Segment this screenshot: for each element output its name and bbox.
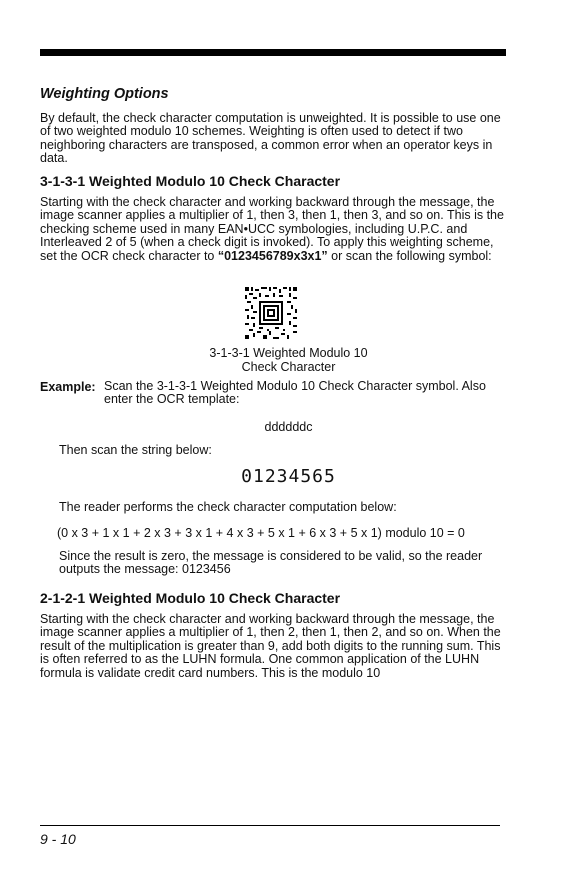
example-text: Scan the 3-1-3-1 Weighted Modulo 10 Check Character symbol. Also enter the OCR template: bbox=[104, 379, 486, 407]
section-2121-paragraph: Starting with the check character and working backward through the message, the image scanner applies a multiplier of 1, then 2, then 1, then 2, and so on. When the result of the multiplication is greater than 9, add both digits to the running sum. This is often referred to as the LUHN formula. One common application of the LUHN formula is validate credit card numbers. This is the modulo 10 bbox=[40, 612, 501, 680]
check-computation-equation: (0 x 3 + 1 x 1 + 2 x 3 + 3 x 1 + 4 x 3 + 5 x 1 + 6 x 3 + 5 x 1) modulo 10 = 0 bbox=[57, 526, 465, 540]
section-3131-heading: 3-1-3-1 Weighted Modulo 10 Check Character bbox=[40, 173, 341, 189]
example-label: Example: bbox=[40, 380, 96, 394]
page-number: 9 - 10 bbox=[40, 831, 76, 847]
aztec-barcode-symbol bbox=[245, 287, 297, 339]
section-3131-text-before: Starting with the check character and working backward through the message, the image scanner applies a multiplier of 1, then 3, then 1, then 3, and so on. This is the checking scheme used in many EAN•UCC symbologies, including U.P.C. and Interleaved 2 of 5 (when a check digit is invoked). To apply this weighting scheme, set the OCR check character to bbox=[40, 195, 504, 263]
symbol-caption-line2: Check Character bbox=[241, 360, 336, 374]
weighting-options-paragraph: By default, the check character computation is unweighted. It is possible to use one of two weighted modulo 10 schemes. Weighting is often used to detect if two neighboring characters are transposed, a common error when an operator keys in data. bbox=[40, 111, 501, 166]
ocr-template-text: ddddddc bbox=[264, 420, 313, 434]
header-rule bbox=[40, 49, 506, 56]
section-3131-paragraph bbox=[40, 196, 510, 263]
section-2121-heading: 2-1-2-1 Weighted Modulo 10 Check Character bbox=[40, 590, 341, 606]
weighting-options-heading: Weighting Options bbox=[40, 86, 169, 102]
ocr-check-character-value: “0123456789x3x1” bbox=[217, 248, 328, 263]
section-3131-text-after: or scan the following symbol: bbox=[327, 248, 492, 263]
computation-intro-text: The reader performs the check character computation below: bbox=[59, 500, 397, 514]
footer-rule bbox=[40, 825, 500, 826]
ocr-sample-string: 01234565 bbox=[241, 466, 336, 487]
computation-result-text: Since the result is zero, the message is considered to be valid, so the reader outputs the message: 0123456 bbox=[59, 549, 483, 577]
symbol-caption-line1: 3-1-3-1 Weighted Modulo 10 bbox=[209, 346, 368, 360]
then-scan-text: Then scan the string below: bbox=[59, 443, 212, 457]
